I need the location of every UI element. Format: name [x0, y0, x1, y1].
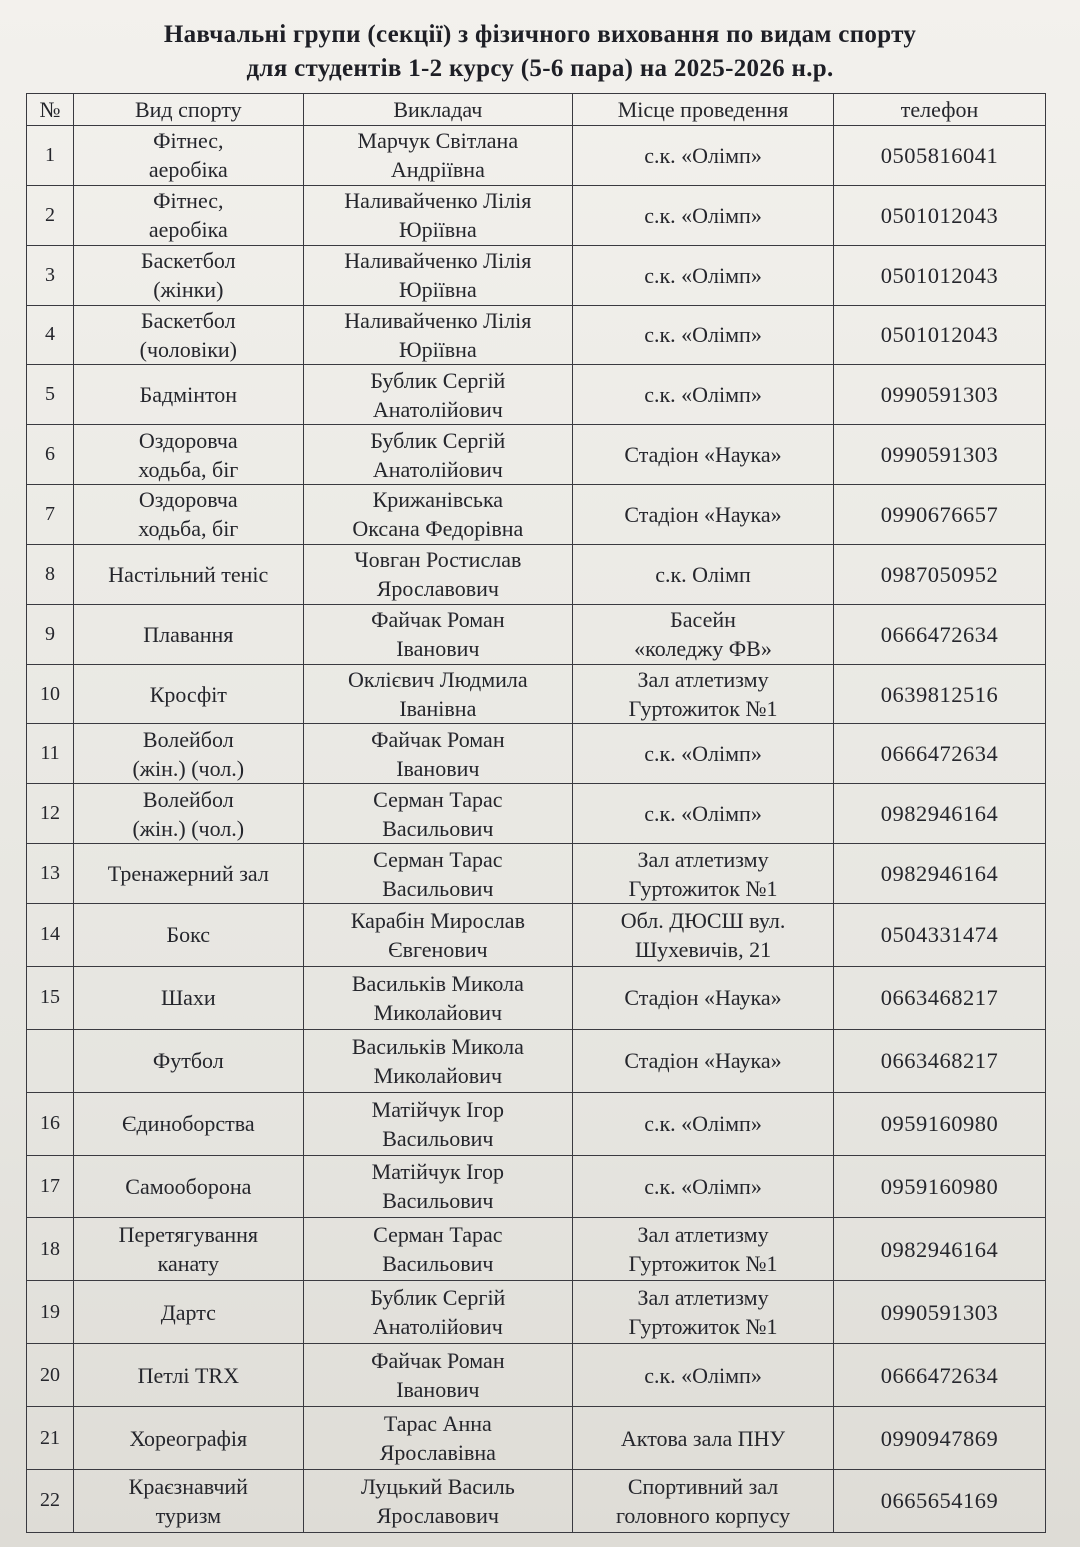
cell-phone: 0666472634 — [834, 1344, 1046, 1407]
place-line: «коледжу ФВ» — [634, 636, 772, 662]
place-line: Зал атлетизму — [637, 846, 769, 872]
table-row — [27, 1407, 1046, 1470]
cell-teacher — [303, 544, 572, 604]
teacher-line: Васильович — [382, 815, 494, 841]
cell-place — [573, 1218, 834, 1281]
cell-teacher — [303, 1092, 572, 1155]
sport-line: (жінки) — [153, 277, 224, 303]
table-row — [27, 1281, 1046, 1344]
cell-place — [573, 724, 834, 784]
cell-sport — [73, 1469, 303, 1532]
cell-num: 3 — [27, 245, 74, 305]
table-body — [27, 126, 1046, 1533]
place-line: Спортивний зал — [627, 1473, 779, 1499]
teacher-line: Анатолійович — [372, 456, 503, 482]
place-line: Зал атлетизму — [637, 1285, 769, 1311]
teacher-line: Карабін Мирослав — [350, 907, 525, 933]
table-row — [27, 844, 1046, 904]
cell-place — [573, 305, 834, 365]
cell-num: 11 — [27, 724, 74, 784]
cell-phone: 0504331474 — [834, 903, 1046, 966]
cell-num: 4 — [27, 305, 74, 365]
place-line: с.к. «Олімп» — [644, 142, 762, 168]
cell-place — [573, 1469, 834, 1532]
teacher-line: Юріївна — [398, 336, 477, 362]
cell-num: 2 — [27, 185, 74, 245]
cell-sport — [73, 185, 303, 245]
teacher-line: Бублик Сергій — [370, 367, 506, 393]
cell-place — [573, 784, 834, 844]
sport-line: Волейбол — [142, 726, 234, 752]
place-line: с.к. «Олімп» — [644, 741, 762, 767]
table-row — [27, 305, 1046, 365]
teacher-line: Євгенович — [388, 936, 488, 962]
cell-num: 14 — [27, 903, 74, 966]
place-line: Обл. ДЮСШ вул. — [620, 907, 786, 933]
cell-num: 15 — [27, 966, 74, 1029]
teacher-line: Іванович — [396, 1377, 480, 1403]
teacher-line: Човган Ростислав — [354, 547, 522, 573]
sport-line: Настільний теніс — [108, 561, 269, 587]
cell-place — [573, 485, 834, 545]
table-row — [27, 604, 1046, 664]
cell-phone: 0990591303 — [834, 1281, 1046, 1344]
teacher-line: Наливайченко Лілія — [344, 248, 532, 274]
teacher-line: Миколайович — [373, 999, 503, 1025]
teacher-line: Луцький Василь — [360, 1473, 515, 1499]
cell-phone: 0987050952 — [834, 544, 1046, 604]
teacher-line: Іванович — [396, 636, 480, 662]
cell-num: 20 — [27, 1344, 74, 1407]
teacher-line: Ярославович — [376, 576, 499, 602]
place-line: с.к. «Олімп» — [644, 262, 762, 288]
header-num: № — [27, 94, 74, 126]
cell-sport — [73, 425, 303, 485]
cell-place — [573, 664, 834, 724]
cell-sport — [73, 784, 303, 844]
sport-line: Оздоровча — [138, 487, 238, 513]
cell-place — [573, 1344, 834, 1407]
sport-line: аеробіка — [148, 217, 228, 243]
table-row — [27, 1218, 1046, 1281]
cell-teacher — [303, 185, 572, 245]
place-line: Стадіон «Наука» — [624, 501, 782, 527]
place-line: Стадіон «Наука» — [624, 985, 782, 1011]
cell-phone: 0639812516 — [834, 664, 1046, 724]
sport-line: Плавання — [143, 621, 234, 647]
cell-sport — [73, 844, 303, 904]
cell-num: 13 — [27, 844, 74, 904]
cell-phone: 0663468217 — [834, 966, 1046, 1029]
teacher-line: Наливайченко Лілія — [344, 307, 532, 333]
cell-num: 19 — [27, 1281, 74, 1344]
sport-line: Оздоровча — [138, 427, 238, 453]
sport-line: Бадмінтон — [139, 382, 238, 408]
cell-place — [573, 544, 834, 604]
cell-num: 21 — [27, 1407, 74, 1470]
cell-sport — [73, 126, 303, 186]
teacher-line: Андріївна — [390, 157, 485, 183]
cell-teacher — [303, 724, 572, 784]
sport-line: Єдиноборства — [121, 1111, 255, 1137]
table-row — [27, 966, 1046, 1029]
cell-num: 8 — [27, 544, 74, 604]
place-line: с.к. Олімп — [655, 561, 751, 587]
cell-num — [27, 1029, 74, 1092]
cell-num: 16 — [27, 1092, 74, 1155]
table-row — [27, 1469, 1046, 1532]
cell-teacher — [303, 1155, 572, 1218]
cell-teacher — [303, 1469, 572, 1532]
teacher-line: Васильович — [382, 1188, 494, 1214]
sports-groups-table — [26, 93, 1046, 1533]
table-row — [27, 1092, 1046, 1155]
cell-phone: 0982946164 — [834, 1218, 1046, 1281]
teacher-line: Іванівна — [399, 696, 477, 722]
table-row — [27, 126, 1046, 186]
cell-teacher — [303, 604, 572, 664]
cell-teacher — [303, 844, 572, 904]
cell-teacher — [303, 485, 572, 545]
table-row — [27, 903, 1046, 966]
teacher-line: Васильків Микола — [351, 1033, 524, 1059]
teacher-line: Марчук Світлана — [357, 128, 519, 154]
cell-phone: 0990676657 — [834, 485, 1046, 545]
cell-sport — [73, 1344, 303, 1407]
cell-num: 5 — [27, 365, 74, 425]
table-row — [27, 724, 1046, 784]
place-line: Гуртожиток №1 — [628, 875, 778, 901]
teacher-line: Бублик Сергій — [370, 427, 506, 453]
cell-teacher — [303, 1029, 572, 1092]
table-row — [27, 245, 1046, 305]
cell-place — [573, 1281, 834, 1344]
place-line: с.к. «Олімп» — [644, 1362, 762, 1388]
place-line: с.к. «Олімп» — [644, 1111, 762, 1137]
cell-place — [573, 126, 834, 186]
cell-num: 17 — [27, 1155, 74, 1218]
teacher-line: Файчак Роман — [371, 726, 505, 752]
place-line: Стадіон «Наука» — [624, 1048, 782, 1074]
cell-sport — [73, 544, 303, 604]
cell-place — [573, 1092, 834, 1155]
cell-num: 1 — [27, 126, 74, 186]
document-title — [0, 18, 1080, 86]
cell-teacher — [303, 1344, 572, 1407]
cell-teacher — [303, 305, 572, 365]
table-row — [27, 1155, 1046, 1218]
table-row — [27, 365, 1046, 425]
cell-phone: 0665654169 — [834, 1469, 1046, 1532]
cell-sport — [73, 1281, 303, 1344]
teacher-line: Юріївна — [398, 277, 477, 303]
table-row — [27, 784, 1046, 844]
cell-phone: 0990591303 — [834, 365, 1046, 425]
teacher-line: Крижанівська — [372, 487, 504, 513]
cell-phone: 0663468217 — [834, 1029, 1046, 1092]
sport-line: ходьба, біг — [138, 516, 239, 542]
place-line: Шухевичів, 21 — [634, 936, 772, 962]
teacher-line: Іванович — [396, 755, 480, 781]
sport-line: Фітнес, — [153, 188, 224, 214]
cell-phone: 0666472634 — [834, 724, 1046, 784]
cell-teacher — [303, 664, 572, 724]
cell-sport — [73, 966, 303, 1029]
place-line: Гуртожиток №1 — [628, 1314, 778, 1340]
table-row — [27, 485, 1046, 545]
sport-line: (жін.) (чол.) — [132, 755, 245, 781]
place-line: с.к. «Олімп» — [644, 322, 762, 348]
teacher-line: Ярославович — [376, 1502, 499, 1528]
cell-phone: 0505816041 — [834, 126, 1046, 186]
cell-sport — [73, 485, 303, 545]
cell-phone: 0990947869 — [834, 1407, 1046, 1470]
teacher-line: Оксана Федорівна — [352, 516, 524, 542]
title-line-1: Навчальні групи (секції) з фізичного виховання по видам спорту — [163, 21, 917, 48]
cell-teacher — [303, 126, 572, 186]
table-row — [27, 185, 1046, 245]
sport-line: ходьба, біг — [138, 456, 239, 482]
sport-line: (чоловіки) — [139, 336, 237, 362]
sport-line: Хореографія — [129, 1425, 248, 1451]
cell-place — [573, 245, 834, 305]
teacher-line: Ярославівна — [379, 1440, 496, 1466]
teacher-line: Серман Тарас — [373, 1222, 503, 1248]
cell-sport — [73, 305, 303, 365]
sport-line: Шахи — [160, 985, 216, 1011]
sport-line: (жін.) (чол.) — [132, 815, 245, 841]
cell-sport — [73, 903, 303, 966]
cell-phone: 0982946164 — [834, 784, 1046, 844]
place-line: Гуртожиток №1 — [628, 696, 778, 722]
cell-teacher — [303, 784, 572, 844]
cell-num: 12 — [27, 784, 74, 844]
sport-line: Волейбол — [142, 786, 234, 812]
cell-place — [573, 1155, 834, 1218]
table-row — [27, 1029, 1046, 1092]
header-phone: телефон — [834, 94, 1046, 126]
sport-line: Петлі TRX — [137, 1362, 239, 1388]
cell-sport — [73, 1407, 303, 1470]
header-place: Місце проведення — [573, 94, 834, 126]
cell-place — [573, 185, 834, 245]
teacher-line: Юріївна — [398, 217, 477, 243]
cell-sport — [73, 604, 303, 664]
cell-sport — [73, 365, 303, 425]
teacher-line: Васильович — [382, 875, 494, 901]
cell-num: 10 — [27, 664, 74, 724]
cell-phone: 0982946164 — [834, 844, 1046, 904]
title-line-2: для студентів 1-2 курсу (5-6 пара) на 2025-2026 н.р. — [246, 55, 834, 82]
teacher-line: Наливайченко Лілія — [344, 188, 532, 214]
cell-place — [573, 1029, 834, 1092]
teacher-line: Миколайович — [373, 1062, 503, 1088]
sport-line: Тренажерний зал — [107, 861, 269, 887]
cell-phone: 0501012043 — [834, 185, 1046, 245]
teacher-line: Файчак Роман — [371, 607, 505, 633]
teacher-line: Анатолійович — [372, 396, 503, 422]
cell-teacher — [303, 1407, 572, 1470]
cell-teacher — [303, 966, 572, 1029]
teacher-line: Бублик Сергій — [370, 1285, 506, 1311]
teacher-line: Серман Тарас — [373, 786, 503, 812]
table-row — [27, 1344, 1046, 1407]
cell-place — [573, 1407, 834, 1470]
cell-teacher — [303, 903, 572, 966]
teacher-line: Васильович — [382, 1125, 494, 1151]
cell-sport — [73, 664, 303, 724]
cell-sport — [73, 1155, 303, 1218]
sport-line: туризм — [155, 1502, 222, 1528]
place-line: с.к. «Олімп» — [644, 382, 762, 408]
cell-num: 9 — [27, 604, 74, 664]
sport-line: Дартс — [160, 1299, 216, 1325]
sport-line: Баскетбол — [141, 307, 236, 333]
sport-line: Бокс — [166, 922, 211, 948]
cell-sport — [73, 245, 303, 305]
teacher-line: Матійчук Ігор — [371, 1096, 504, 1122]
place-line: с.к. «Олімп» — [644, 1173, 762, 1199]
table-row — [27, 664, 1046, 724]
place-line: Зал атлетизму — [637, 667, 769, 693]
table-row — [27, 425, 1046, 485]
sport-line: Фітнес, — [153, 128, 224, 154]
cell-teacher — [303, 1281, 572, 1344]
sport-line: Кросфіт — [149, 681, 227, 707]
teacher-line: Васильович — [382, 1251, 494, 1277]
cell-phone: 0666472634 — [834, 604, 1046, 664]
cell-phone: 0959160980 — [834, 1155, 1046, 1218]
place-line: Стадіон «Наука» — [624, 442, 782, 468]
cell-place — [573, 604, 834, 664]
teacher-line: Анатолійович — [372, 1314, 503, 1340]
sport-line: Краєзнавчий — [128, 1473, 248, 1499]
sport-line: Футбол — [152, 1048, 224, 1074]
cell-num: 6 — [27, 425, 74, 485]
cell-sport — [73, 724, 303, 784]
header-teacher: Викладач — [303, 94, 572, 126]
table-header-row — [27, 94, 1046, 126]
cell-teacher — [303, 245, 572, 305]
header-sport: Вид спорту — [73, 94, 303, 126]
cell-num: 18 — [27, 1218, 74, 1281]
sport-line: Самооборона — [125, 1173, 252, 1199]
sport-line: канату — [157, 1251, 220, 1277]
cell-place — [573, 966, 834, 1029]
place-line: Актова зала ПНУ — [620, 1425, 786, 1451]
sport-line: аеробіка — [148, 157, 228, 183]
cell-sport — [73, 1092, 303, 1155]
teacher-line: Васильків Микола — [351, 970, 524, 996]
cell-teacher — [303, 425, 572, 485]
place-line: головного корпусу — [615, 1502, 791, 1528]
teacher-line: Тарас Анна — [383, 1411, 492, 1437]
cell-teacher — [303, 1218, 572, 1281]
teacher-line: Файчак Роман — [371, 1348, 505, 1374]
sport-line: Баскетбол — [141, 248, 236, 274]
table-row — [27, 544, 1046, 604]
place-line: с.к. «Олімп» — [644, 202, 762, 228]
cell-phone: 0501012043 — [834, 245, 1046, 305]
cell-num: 7 — [27, 485, 74, 545]
cell-phone: 0990591303 — [834, 425, 1046, 485]
place-line: Басейн — [670, 607, 736, 633]
teacher-line: Оклієвич Людмила — [347, 667, 528, 693]
cell-teacher — [303, 365, 572, 425]
teacher-line: Матійчук Ігор — [371, 1159, 504, 1185]
cell-phone: 0959160980 — [834, 1092, 1046, 1155]
cell-place — [573, 425, 834, 485]
cell-place — [573, 903, 834, 966]
teacher-line: Серман Тарас — [373, 846, 503, 872]
cell-sport — [73, 1029, 303, 1092]
place-line: с.к. «Олімп» — [644, 801, 762, 827]
cell-place — [573, 365, 834, 425]
place-line: Гуртожиток №1 — [628, 1251, 778, 1277]
cell-place — [573, 844, 834, 904]
place-line: Зал атлетизму — [637, 1222, 769, 1248]
cell-num: 22 — [27, 1469, 74, 1532]
schedule-table-wrapper — [26, 93, 1046, 1533]
sport-line: Перетягування — [118, 1222, 259, 1248]
cell-sport — [73, 1218, 303, 1281]
cell-phone: 0501012043 — [834, 305, 1046, 365]
